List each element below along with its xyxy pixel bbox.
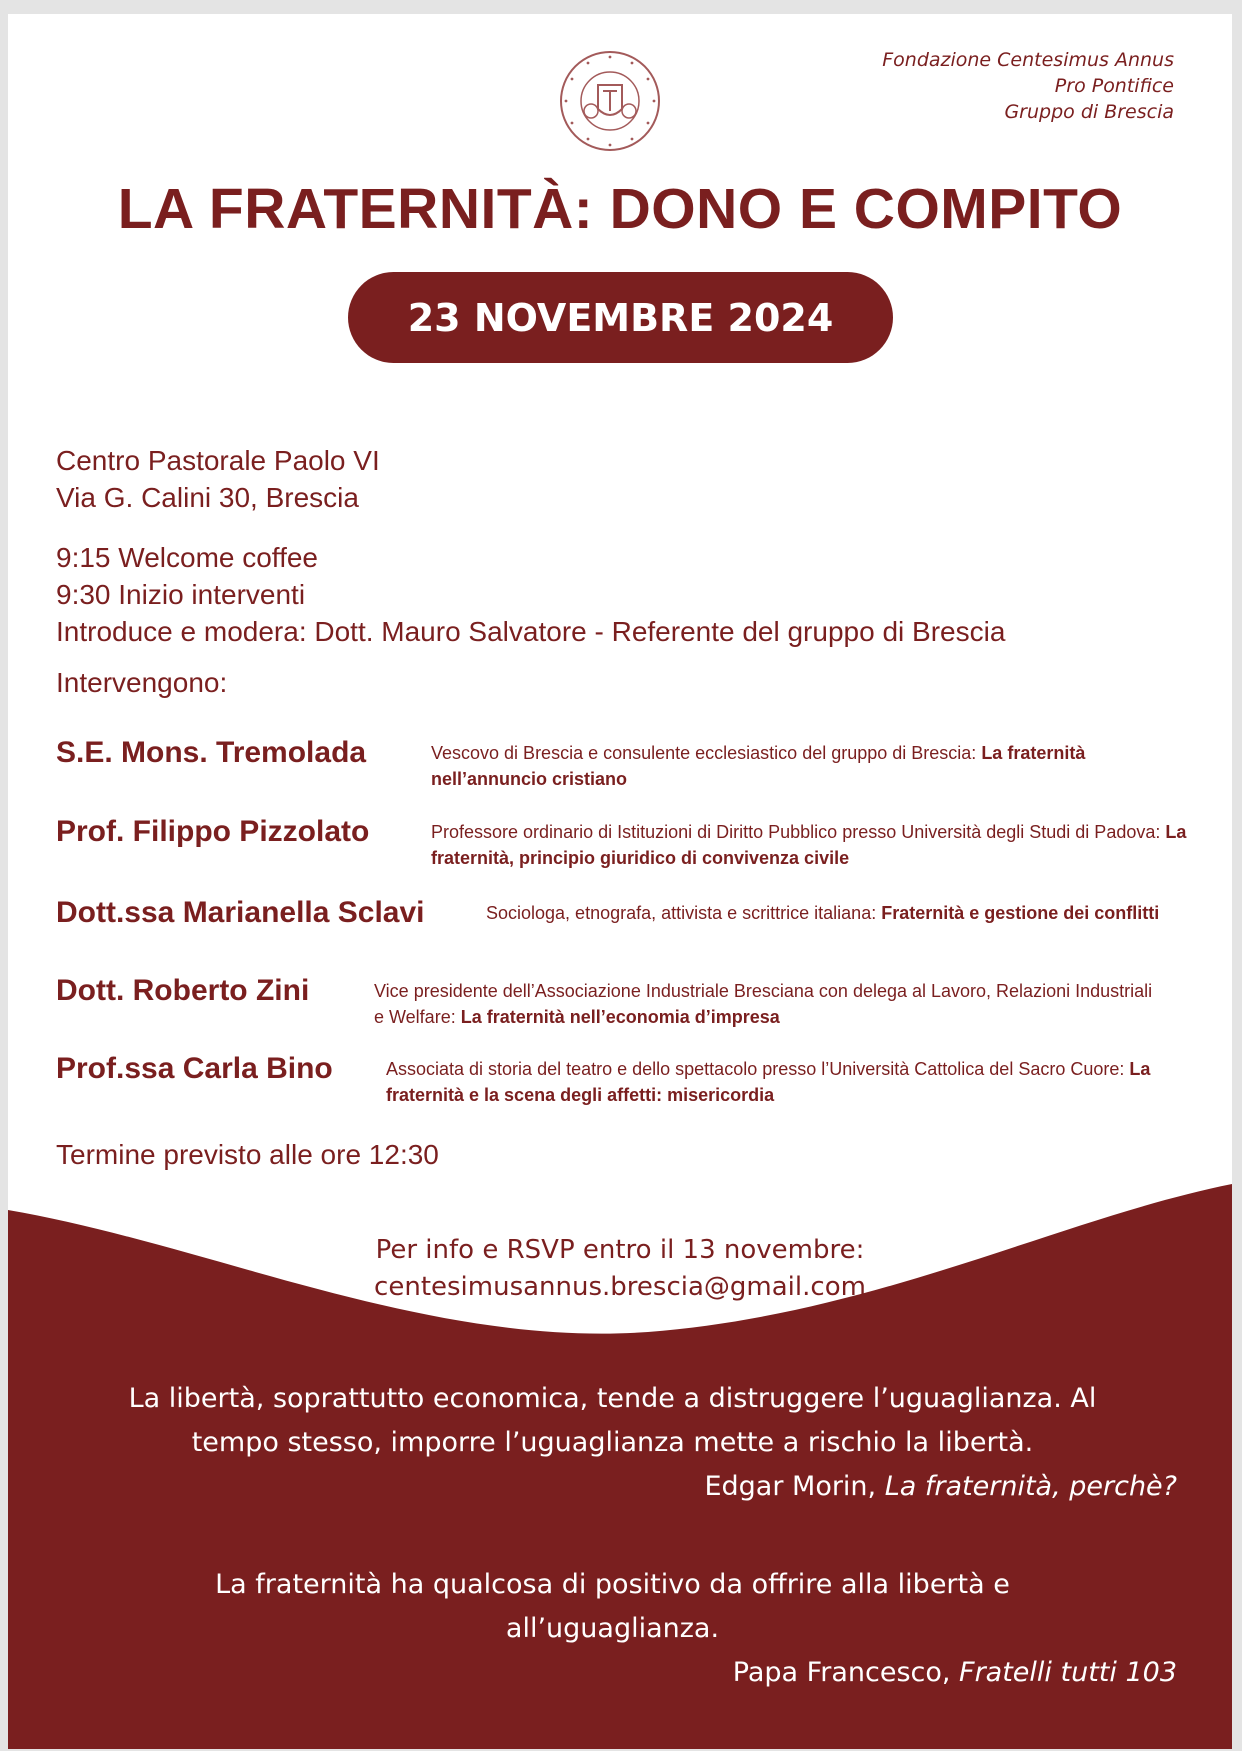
quote-francesco (48, 1563, 1177, 1695)
quote-line: La libertà, soprattutto economica, tende a distruggere l’uguaglianza. Al (128, 1383, 1097, 1414)
speaker-description (431, 819, 1191, 871)
rsvp-email-link[interactable]: centesimusannus.brescia@gmail.com (374, 1272, 866, 1302)
schedule-start: 9:30 Inizio interventi (56, 579, 306, 610)
speaker-name: Dott.ssa Marianella Sclavi (56, 896, 425, 929)
org-line: Gruppo di Brescia (1004, 101, 1174, 123)
venue-address: Via G. Calini 30, Brescia (56, 482, 359, 513)
venue-name: Centro Pastorale Paolo VI (56, 445, 380, 476)
org-line: Pro Pontifice (1054, 75, 1174, 97)
event-date: 23 NOVEMBRE 2024 (407, 295, 834, 340)
speaker-name: Prof. Filippo Pizzolato (56, 815, 370, 848)
speaker-topic: Fraternità e gestione dei conflitti (881, 903, 1160, 923)
speaker-topic: La fraternità e la scena degli affetti: misericordia (386, 1059, 1151, 1105)
quote-morin (48, 1377, 1177, 1509)
speaker-description (374, 978, 1154, 1030)
speaker-name: Prof.ssa Carla Bino (56, 1052, 333, 1085)
quote-work: Fratelli tutti 103 (959, 1657, 1177, 1688)
speaker-role: Professore ordinario di Istituzioni di Diritto Pubblico presso Università degli Studi di Padova: (431, 822, 1166, 842)
quote-attribution (48, 1465, 1177, 1509)
moderator: Introduce e modera: Dott. Mauro Salvatore - Referente del gruppo di Brescia (56, 616, 1006, 647)
speaker-role: Associata di storia del teatro e dello spettacolo presso l’Università Cattolica del Sacro Cuore: (386, 1059, 1130, 1079)
speaker-role: Vescovo di Brescia e consulente ecclesiastico del gruppo di Brescia: (431, 743, 982, 763)
rsvp-info (8, 1232, 1232, 1306)
end-time: Termine previsto alle ore 12:30 (56, 1139, 439, 1170)
quote-attribution (48, 1651, 1177, 1695)
speaker-description (386, 1056, 1166, 1108)
rsvp-text: Per info e RSVP entro il 13 novembre: (375, 1235, 865, 1265)
event-title: LA FRATERNITÀ: DONO E COMPITO (117, 177, 1123, 241)
flyer-page (8, 14, 1232, 1749)
quote-line: La fraternità ha qualcosa di positivo da offrire alla libertà e (215, 1569, 1010, 1600)
speaker-topic: La fraternità nell’economia d’impresa (460, 1007, 780, 1027)
foundation-seal-logo (558, 49, 662, 153)
speaker-topic: La fraternità, principio giuridico di convivenza civile (431, 822, 1187, 868)
speaker-name: Dott. Roberto Zini (56, 974, 310, 1007)
quote-line: all’uguaglianza. (505, 1613, 720, 1644)
schedule-coffee: 9:15 Welcome coffee (56, 542, 319, 573)
quote-author: Edgar Morin, (704, 1471, 885, 1502)
org-line: Fondazione Centesimus Annus (882, 49, 1174, 71)
quote-line: tempo stesso, imporre l’uguaglianza mette a rischio la libertà. (191, 1427, 1034, 1458)
speaker-topic: La fraternità nell’annuncio cristiano (431, 743, 1086, 789)
speakers-label: Intervengono: (56, 667, 228, 698)
quote-work: La fraternità, perchè? (884, 1471, 1177, 1502)
quote-author: Papa Francesco, (732, 1657, 960, 1688)
speaker-role: Sociologa, etnografa, attivista e scrittrice italiana: (486, 903, 882, 923)
speaker-description (486, 900, 1216, 926)
speaker-role: Vice presidente dell’Associazione Industriale Bresciana con delega al Lavoro, Relazioni Industriali e Welfare: (374, 981, 1153, 1027)
speaker-name: S.E. Mons. Tremolada (56, 736, 367, 769)
speaker-description (431, 740, 1191, 792)
organization-name (882, 47, 1174, 125)
event-date-badge (348, 272, 893, 363)
